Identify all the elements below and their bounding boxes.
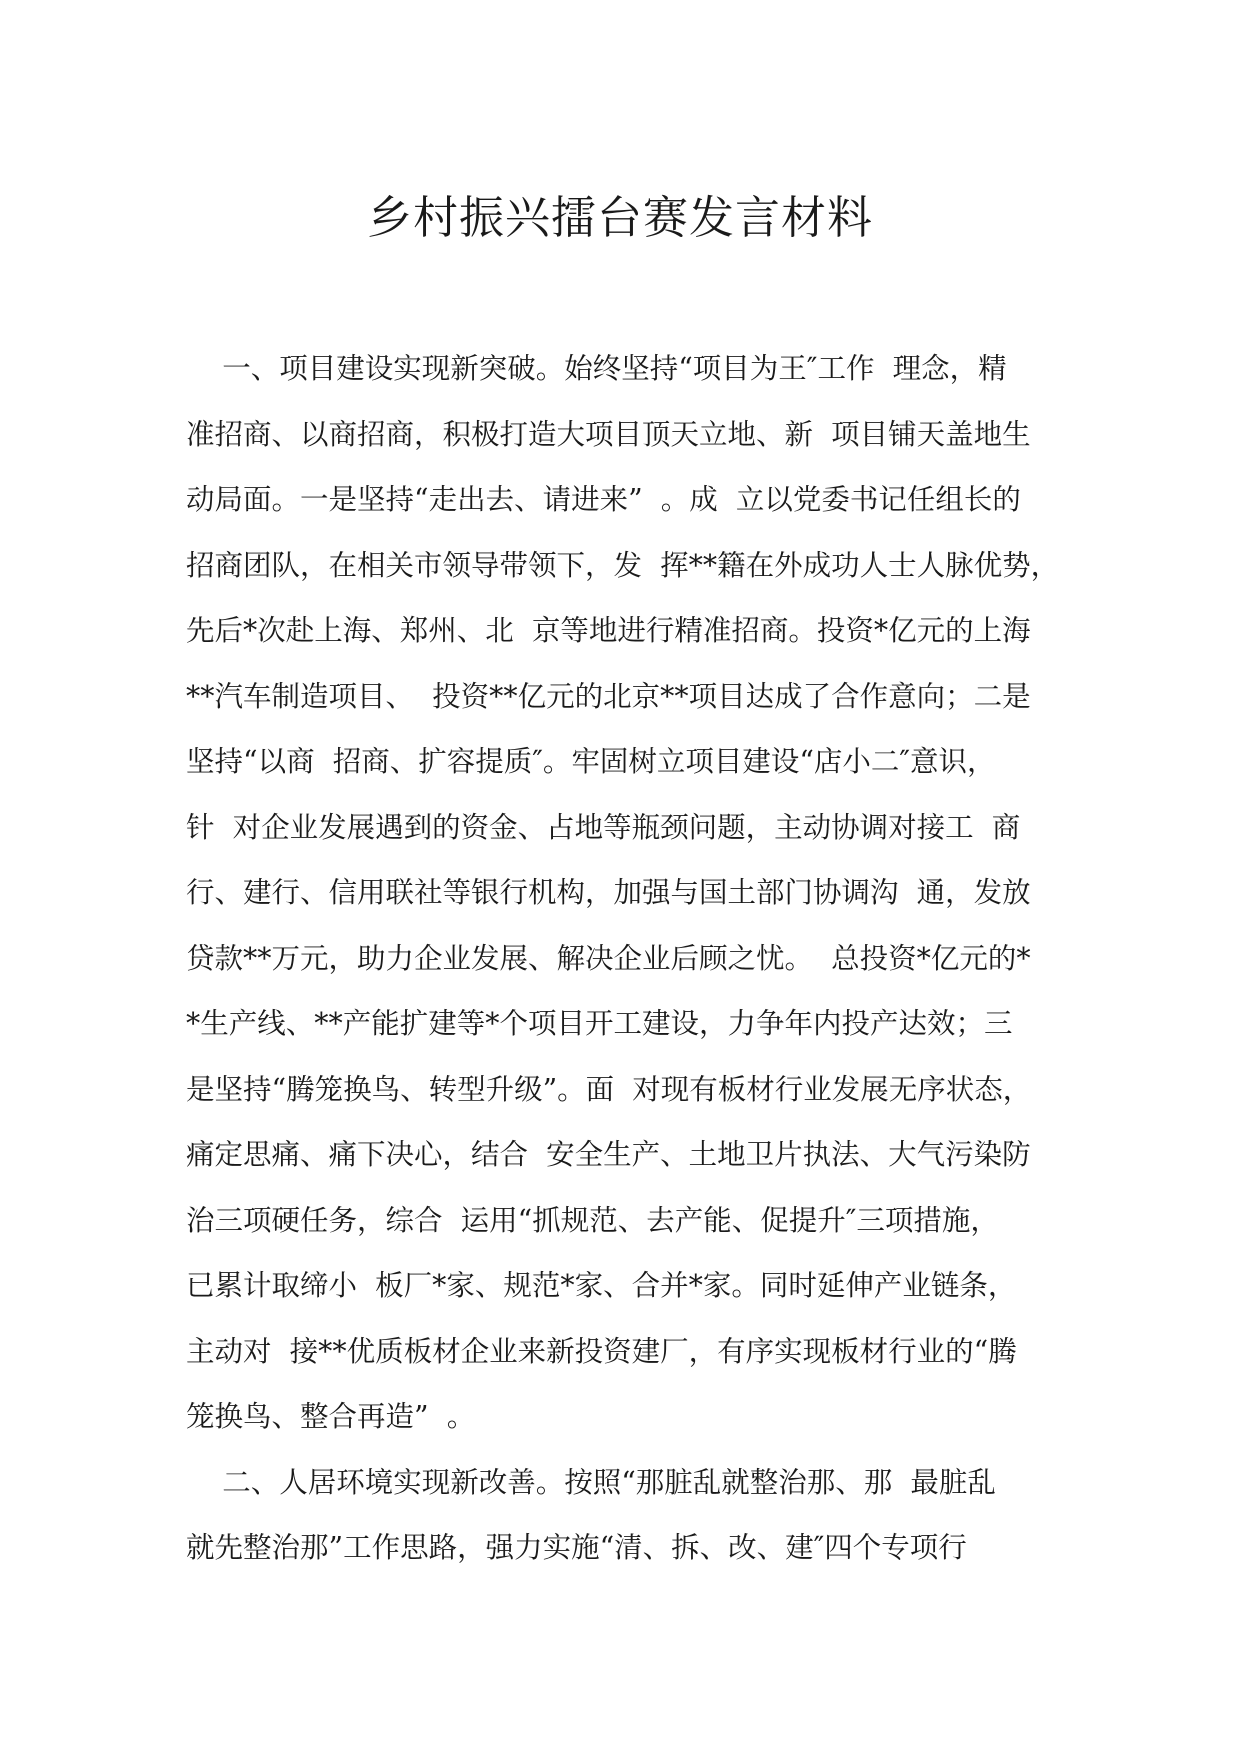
text-line: 一、项目建设实现新突破。始终坚持“项目为王″工作 理念，精 — [186, 352, 1007, 385]
text-line: 痛定思痛、痛下决心，结合 安全生产、土地卫片执法、大气污染防 — [186, 1138, 1031, 1171]
text-line: 准招商、以商招商，积极打造大项目顶天立地、新 项目铺天盖地生 — [186, 417, 1031, 451]
text-line: 动局面。一是坚持“走出去、请进来” 。成 立以党委书记任组长的 — [186, 483, 1021, 516]
text-line: 坚持“以商 招商、扩容提质″。牢固树立项目建设“店小二″意识， — [186, 745, 996, 778]
text-line: 二、人居环境实现新改善。按照“那脏乱就整治那、那 最脏乱 — [186, 1465, 996, 1499]
text-line: 先后*次赴上海、郑州、北 京等地进行精准招商。投资*亿元的上海 — [186, 614, 1031, 647]
text-line: *生产线、**产能扩建等*个项目开工建设，力争年内投产达效；三 — [186, 1007, 1013, 1040]
text-line: 招商团队，在相关市领导带领下，发 挥**籍在外成功人士人脉优势， — [186, 548, 1060, 582]
text-line: 是坚持“腾笼换鸟、转型升级”。面 对现有板材行业发展无序状态， — [186, 1072, 1032, 1106]
text-line: **汽车制造项目、 投资**亿元的北京**项目达成了合作意向；二是 — [186, 679, 1031, 713]
text-line: 治三项硬任务，综合 运用“抓规范、去产能、促提升″三项措施， — [186, 1203, 999, 1237]
text-line: 贷款**万元，助力企业发展、解决企业后顾之忧。 总投资*亿元的* — [186, 941, 1031, 975]
text-line: 主动对 接**优质板材企业来新投资建厂，有序实现板材行业的“腾 — [186, 1334, 1017, 1368]
paragraph-living-environment — [186, 1450, 1086, 1581]
text-line: 针 对企业发展遇到的资金、占地等瓶颈问题，主动协调对接工 商 — [186, 810, 1021, 844]
document-body — [186, 336, 1086, 1581]
paragraph-project-construction — [186, 336, 1086, 1450]
text-line: 笼换鸟、整合再造” 。 — [186, 1400, 476, 1433]
text-line: 就先整治那”工作思路，强力实施“清、拆、改、建″四个专项行 — [186, 1531, 967, 1564]
text-line: 行、建行、信用联社等银行机构，加强与国土部门协调沟 通，发放 — [186, 876, 1031, 909]
document-title: 乡村振兴擂台赛发言材料 — [366, 191, 873, 244]
text-line: 已累计取缔小 板厂*家、规范*家、合并*家。同时延伸产业链条， — [186, 1269, 1017, 1302]
